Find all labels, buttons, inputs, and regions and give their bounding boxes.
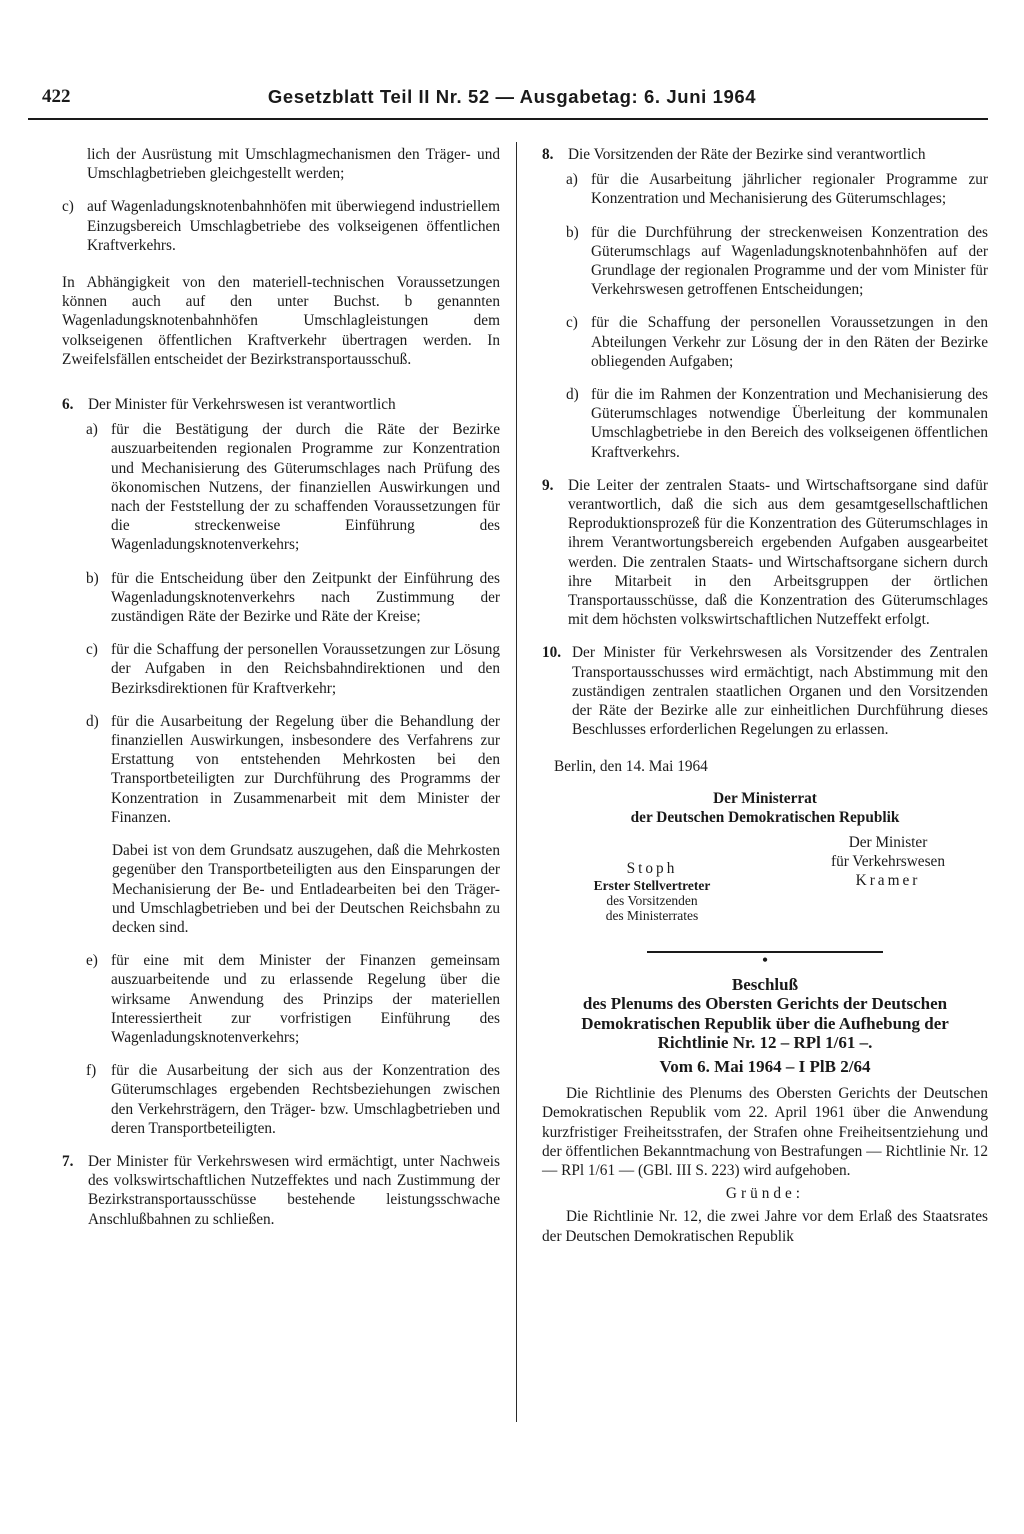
section-10 xyxy=(542,643,988,739)
column-divider xyxy=(516,142,517,1422)
item-text: auf Wagenladungsknotenbahnhöfen mit überwiegend industriellem Einzugsbereich Umschlagbetriebe des volkseigenen öffentlichen Kraftverkehrs. xyxy=(87,198,500,254)
continued-item-text: lich der Ausrüstung mit Umschlagmechanismen den Träger- und Umschlagbetrieben gleichgestellt werden; xyxy=(87,146,500,183)
item-label: f) xyxy=(86,1062,97,1080)
item-text: für die Ausarbeitung der Regelung über die Behandlung der finanziellen Auswirkungen, insbesondere des Verfahrens zur Erstattung von entstehenden Mehrkosten bei den Transportbeteiligten zur Durchführung des Programms der Konzentration in Zusammenarbeit mit dem Minister der Finanzen. xyxy=(111,712,500,826)
resolution-date: Vom 6. Mai 1964 – I PlB 2/64 xyxy=(659,1056,871,1076)
item-label: d) xyxy=(566,386,579,404)
right-column xyxy=(542,145,988,1260)
section-6-items xyxy=(62,420,500,827)
item-label: d) xyxy=(86,712,99,730)
section-number: 7. xyxy=(62,1152,74,1170)
list-item xyxy=(86,951,500,1047)
item-label: b) xyxy=(86,569,99,587)
list-item xyxy=(566,313,988,371)
list-item xyxy=(86,1061,500,1138)
item-text: für die Entscheidung über den Zeitpunkt der Einführung des Wagenladungsknotenverkehrs nach Zustimmung der zuständigen Räte der Bezirke und Räte der Kreise; xyxy=(111,569,500,626)
item-text: für die Bestätigung der durch die Räte der Bezirke auszuarbeitenden regionalen Programme zur Konzentration und Mechanisierung des Güterumschlages nach Prüfung des ökonomischen Nutzens, der finanziellen Auswirkungen und nach der Feststellung der zu schaffenden Voraussetzungen für die streckenweise Einführung des Wagenladungsknotenverkehrs; xyxy=(111,421,500,554)
page-header xyxy=(40,86,984,116)
signature-left xyxy=(542,859,762,923)
section-8 xyxy=(542,145,988,164)
signing-body xyxy=(542,789,988,827)
org-line: Der Ministerrat xyxy=(713,789,817,807)
signer-title: Erster Stellvertreter xyxy=(593,877,711,893)
section-text: Der Minister für Verkehrswesen als Vorsitzender des Zentralen Transportausschusses wird ermächtigt, nach Abstimmung mit den zuständigen zentralen staatlichen Organen und den Vorsitzenden der Räte der Bezirke alle zur einheitlichen Durchführung dieses Beschlusses erforderlichen Regelungen zu erlassen. xyxy=(572,644,988,739)
signer-title: des Vorsitzenden xyxy=(606,892,698,908)
item-label: a) xyxy=(86,421,98,439)
org-line: der Deutschen Demokratischen Republik xyxy=(630,808,900,826)
resolution-subtitle: Richtlinie Nr. 12 – RPl 1/61 –. xyxy=(657,1033,873,1053)
section-6-items-continued xyxy=(62,951,500,1138)
item-label: b) xyxy=(566,223,579,241)
section-number: 10. xyxy=(542,644,562,662)
section-number: 6. xyxy=(62,396,74,414)
item-label: c) xyxy=(62,198,74,216)
header-rule xyxy=(28,118,988,120)
list-item xyxy=(86,640,500,698)
signatures xyxy=(542,833,988,941)
section-8-items xyxy=(542,170,988,462)
item-text: für die Durchführung der streckenweisen Konzentration des Güterumschlags auf Wagenladungsknotenbahnhöfen auf der Grundlage der regionalen Programme und der vom Minister für Verkehrswesen getroffenen Entscheidungen; xyxy=(591,223,988,299)
signer-title: für Verkehrswesen xyxy=(831,852,945,870)
item-label: c) xyxy=(86,641,98,659)
list-item xyxy=(86,712,500,827)
section-intro: Die Vorsitzenden der Räte der Bezirke sind verantwortlich xyxy=(568,146,926,163)
list-item xyxy=(566,223,988,300)
paragraph: Die Richtlinie des Plenums des Obersten Gerichts der Deutschen Demokratischen Republik vom 22. April 1961 über die Anwendung kurzfristiger Freiheitsstrafen, der Strafen ohne Freiheitsentziehung und der öffentlichen Bekanntmachung von Bestrafungen — Richtlinie Nr. 12 — RPl 1/61 — (GBl. III S. 223) wird aufgehoben. xyxy=(542,1085,988,1179)
section-number: 9. xyxy=(542,476,554,494)
list-item xyxy=(86,569,500,627)
item-text: für die Schaffung der personellen Voraussetzungen in den Abteilungen Verkehr zur Lösung der in den Räten der Bezirke obliegenden Aufgaben; xyxy=(591,314,988,370)
resolution-subtitle: des Plenums des Obersten Gerichts der Deutschen xyxy=(582,994,948,1014)
section-7 xyxy=(62,1152,500,1229)
page-number: 422 xyxy=(42,86,71,107)
resolution-heading xyxy=(542,975,988,1077)
section-number: 8. xyxy=(542,146,554,163)
signer-title: des Ministerrates xyxy=(605,907,699,923)
section-9 xyxy=(542,476,988,630)
item-text: für die Ausarbeitung der sich aus der Konzentration des Güterumschlages ergebenden Rechtsbeziehungen zwischen den Verkehrsträgern, den Träger- bzw. Umschlagbetrieben und deren Transportbeteiligten. xyxy=(111,1062,500,1137)
resolution-title: Beschluß xyxy=(731,974,799,994)
separator-dot: • xyxy=(762,951,768,969)
paragraph: Die Richtlinie Nr. 12, die zwei Jahre vor dem Erlaß des Staatsrates der Deutschen Demokratischen Republik xyxy=(542,1208,988,1245)
section-text: Die Leiter der zentralen Staats- und Wirtschaftsorgane sind dafür verantwortlich, daß die sich aus dem gesamtgesellschaftlichen Reproduktionsprozeß für die Konzentration des Güterumschlages in ihrem Verantwortungsbereich ergebenden Aufgaben ausgearbeitet werden. Die zentralen Staats- und Wirtschaftsorgane sichern durch ihre Mitarbeit in den Arbeitsgruppen der örtlichen Transportausschüsse, daß die Konzentration des Güterumschlages mit dem höchsten volkswirtschaftlichen Nutzeffekt erfolgt. xyxy=(568,476,988,629)
item-text: für die Schaffung der personellen Voraussetzungen zur Lösung der Aufgaben in den Reichsbahndirektionen und den Bezirksdirektionen für Kraftverkehr; xyxy=(111,641,500,697)
header-title: Gesetzblatt Teil II Nr. 52 — Ausgabetag: 6. Juni 1964 xyxy=(267,86,757,107)
place-date: Berlin, den 14. Mai 1964 xyxy=(554,758,708,776)
resolution-subtitle: Demokratischen Republik über die Aufhebung der xyxy=(581,1013,949,1033)
section-text: Der Minister für Verkehrswesen wird ermächtigt, unter Nachweis des volkswirtschaftlichen Nutzeffektes und nach Zustimmung der Bezirkstransportausschüsse bestehende leistungsschwache Anschlußbahnen zu schließen. xyxy=(88,1152,500,1228)
signer-name: Kramer xyxy=(855,872,921,890)
left-column xyxy=(62,145,500,1235)
item-label: a) xyxy=(566,171,578,189)
item-text: für die Ausarbeitung jährlicher regionaler Programme zur Konzentration und Mechanisierung des Güterumschlages; xyxy=(591,171,988,208)
section-6 xyxy=(62,395,500,414)
signer-title: Der Minister xyxy=(848,833,928,851)
item-text: für eine mit dem Minister der Finanzen gemeinsam auszuarbeitende und zu erlassende Regelung über die wirksame Anwendung des Prinzips der materiellen Interessiertheit zur vorfristigen Einführung des Wagenladungsknotenverkehrs; xyxy=(111,952,500,1046)
list-item xyxy=(566,385,988,462)
signature-right xyxy=(788,833,988,891)
list-item xyxy=(86,420,500,554)
signer-name: Stoph xyxy=(626,859,678,877)
paragraph: Dabei ist von dem Grundsatz auszugehen, daß die Mehrkosten gegenüber den Transportbeteiligten aus den Einsparungen der Mechanisierung der Be- und Entladearbeiten bei den Träger- und Umschlagbetrieben und bei der Deutschen Reichsbahn zu decken sind. xyxy=(112,842,500,936)
grounds-heading: Gründe: xyxy=(725,1185,805,1203)
list-item xyxy=(566,170,988,208)
item-text: für die im Rahmen der Konzentration und Mechanisierung des Güterumschlages notwendige Überleitung der kommunalen Umschlagbetriebe in den Bereich des volkseigenen öffentlichen Kraftverkehrs. xyxy=(591,386,988,461)
list-item xyxy=(62,197,500,255)
paragraph: In Abhängigkeit von den materiell-technischen Voraussetzungen können auch auf den unter Buchst. b genannten Wagenladungsknotenbahnhöfen Umschlagleistungen dem volkseigenen öffentlichen Kraftverkehr übertragen werden. In Zweifelsfällen entscheidet der Bezirkstransportausschuß. xyxy=(62,274,500,368)
section-intro: Der Minister für Verkehrswesen ist verantwortlich xyxy=(88,396,396,414)
item-label: c) xyxy=(566,314,578,332)
item-label: e) xyxy=(86,952,98,970)
